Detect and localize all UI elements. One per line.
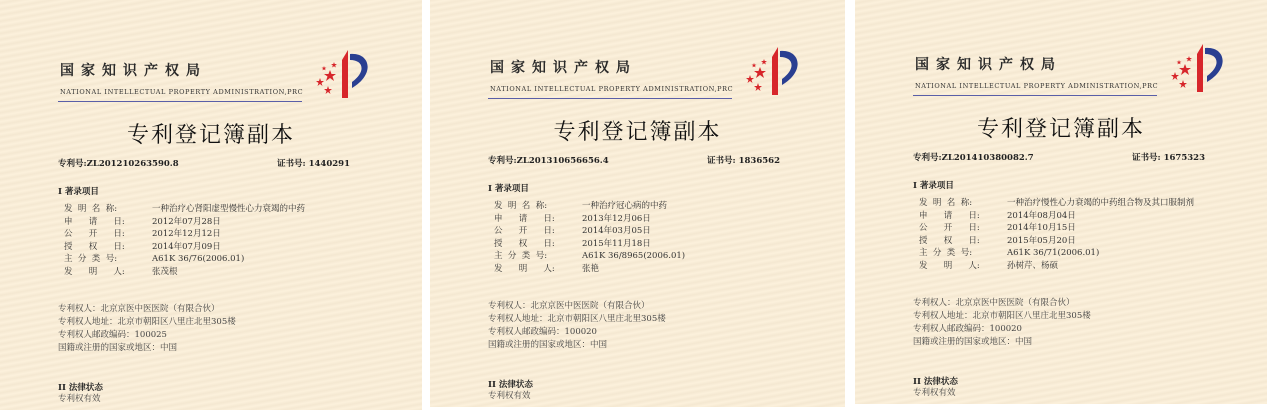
field-label: 申 请 日: <box>919 210 980 221</box>
field-label: 授 权 日: <box>64 241 125 252</box>
field-label: 发 明 名 称: <box>64 204 118 214</box>
field-value: A61K 36/8965(2006.01) <box>582 251 686 262</box>
field-publication-date <box>494 225 805 238</box>
field-invention-name <box>64 203 382 216</box>
field-value: 一种治疗冠心病的中药 <box>582 201 668 211</box>
field-inventor <box>64 266 382 279</box>
field-value: A61K 36/71(2006.01) <box>1007 248 1100 259</box>
document-title: 专利登记簿副本 <box>126 123 295 148</box>
patentee: 专利权人：北京京医中医医院（有限合伙） <box>913 297 1075 308</box>
cnipa-emblem-icon <box>308 48 372 100</box>
field-inventor <box>494 263 805 276</box>
patent-number: 专利号:ZL201310656656.4 <box>488 156 609 166</box>
patentee-postcode: 专利权人邮政编码：100025 <box>58 329 167 340</box>
field-value: 2015年05月20日 <box>1007 235 1076 246</box>
section-bibliographic-heading: I 著录项目 <box>58 187 99 197</box>
field-label: 公 开 日: <box>64 229 125 240</box>
field-label: 申 请 日: <box>494 213 555 224</box>
field-value: 张艳 <box>582 263 600 274</box>
field-label: 授 权 日: <box>919 235 980 246</box>
document-title: 专利登记簿副本 <box>976 117 1145 142</box>
org-name-en: NATIONAL INTELLECTUAL PROPERTY ADMINISTRATION,PRC <box>915 82 1159 90</box>
field-application-date <box>494 213 805 226</box>
org-name-cn: 国家知识产权局 <box>915 57 1062 73</box>
field-inventor <box>919 260 1227 273</box>
field-label: 发 明 名 称: <box>494 201 548 211</box>
field-label: 申 请 日: <box>64 216 125 227</box>
field-application-date <box>919 210 1227 223</box>
patentee-address: 专利权人地址：北京市朝阳区八里庄北里305楼 <box>913 310 1091 321</box>
field-label: 发 明 人: <box>64 266 125 277</box>
header-divider <box>488 98 732 99</box>
org-name-cn: 国家知识产权局 <box>60 63 207 79</box>
patentee-postcode: 专利权人邮政编码：100020 <box>488 326 597 337</box>
field-label: 授 权 日: <box>494 238 555 249</box>
field-value: 一种治疗慢性心力衰竭的中药组合物及其口服制剂 <box>1007 198 1195 208</box>
field-main-classification <box>919 247 1227 260</box>
org-name-en: NATIONAL INTELLECTUAL PROPERTY ADMINISTRATION,PRC <box>60 88 304 96</box>
patentee-country: 国籍或注册的国家或地区：中国 <box>58 343 178 354</box>
field-grant-date <box>64 241 382 254</box>
field-value: 2014年03月05日 <box>582 226 651 237</box>
patent-certificate <box>0 0 422 410</box>
legal-status-value: 专利权有效 <box>58 394 101 405</box>
field-value: A61K 36/76(2006.01) <box>152 254 245 265</box>
section-legal-status-heading: II 法律状态 <box>58 383 103 394</box>
field-value: 2014年07月09日 <box>152 241 221 252</box>
field-label: 发 明 名 称: <box>919 198 973 208</box>
patentee-postcode: 专利权人邮政编码：100020 <box>913 323 1022 334</box>
field-value: 2012年12月12日 <box>152 229 221 240</box>
field-label: 主 分 类 号: <box>494 251 548 262</box>
field-label: 公 开 日: <box>919 223 980 234</box>
patentee-address: 专利权人地址：北京市朝阳区八里庄北里305楼 <box>58 316 236 327</box>
patent-number: 专利号:ZL201210263590.8 <box>58 159 179 169</box>
patent-number: 专利号:ZL201410380082.7 <box>913 153 1034 163</box>
certificate-number: 证书号: 1675323 <box>1132 153 1205 163</box>
cnipa-emblem-icon <box>738 45 802 97</box>
document-title: 专利登记簿副本 <box>553 120 722 145</box>
field-main-classification <box>64 253 382 266</box>
field-value: 孙树芹、杨硕 <box>1007 260 1059 271</box>
field-label: 发 明 人: <box>919 260 980 271</box>
field-value: 2015年11月18日 <box>582 238 651 249</box>
header-divider <box>913 95 1157 96</box>
field-invention-name <box>494 200 805 213</box>
field-main-classification <box>494 250 805 263</box>
field-invention-name <box>919 197 1227 210</box>
section-legal-status-heading: II 法律状态 <box>913 377 958 388</box>
field-label: 公 开 日: <box>494 226 555 237</box>
section-bibliographic-heading: I 著录项目 <box>488 184 529 194</box>
field-publication-date <box>64 228 382 241</box>
field-publication-date <box>919 222 1227 235</box>
certificate-number: 证书号: 1836562 <box>707 156 780 166</box>
field-grant-date <box>919 235 1227 248</box>
field-grant-date <box>494 238 805 251</box>
legal-status-value: 专利权有效 <box>488 391 531 402</box>
cnipa-emblem-icon <box>1163 42 1227 94</box>
certificate-number: 证书号: 1440291 <box>277 159 350 169</box>
org-name-cn: 国家知识产权局 <box>490 60 637 76</box>
patentee-country: 国籍或注册的国家或地区：中国 <box>488 340 608 351</box>
field-value: 2012年07月28日 <box>152 216 221 227</box>
header-divider <box>58 101 302 102</box>
field-label: 发 明 人: <box>494 263 555 274</box>
legal-status-value: 专利权有效 <box>913 388 956 399</box>
patentee: 专利权人：北京京医中医医院（有限合伙） <box>58 303 220 314</box>
patent-certificate <box>855 0 1267 404</box>
section-bibliographic-heading: I 著录项目 <box>913 181 954 191</box>
org-name-en: NATIONAL INTELLECTUAL PROPERTY ADMINISTRATION,PRC <box>490 85 734 93</box>
section-legal-status-heading: II 法律状态 <box>488 380 533 391</box>
field-label: 主 分 类 号: <box>64 254 118 265</box>
patent-certificate <box>430 0 845 407</box>
field-value: 一种治疗心肾阳虚型慢性心力衰竭的中药 <box>152 204 306 214</box>
field-value: 张茂根 <box>152 266 178 277</box>
field-value: 2014年08月04日 <box>1007 210 1076 221</box>
field-value: 2014年10月15日 <box>1007 223 1076 234</box>
patentee-address: 专利权人地址：北京市朝阳区八里庄北里305楼 <box>488 313 666 324</box>
field-label: 主 分 类 号: <box>919 248 973 259</box>
field-application-date <box>64 216 382 229</box>
patentee: 专利权人：北京京医中医医院（有限合伙） <box>488 300 650 311</box>
patentee-country: 国籍或注册的国家或地区：中国 <box>913 337 1033 348</box>
field-value: 2013年12月06日 <box>582 213 651 224</box>
